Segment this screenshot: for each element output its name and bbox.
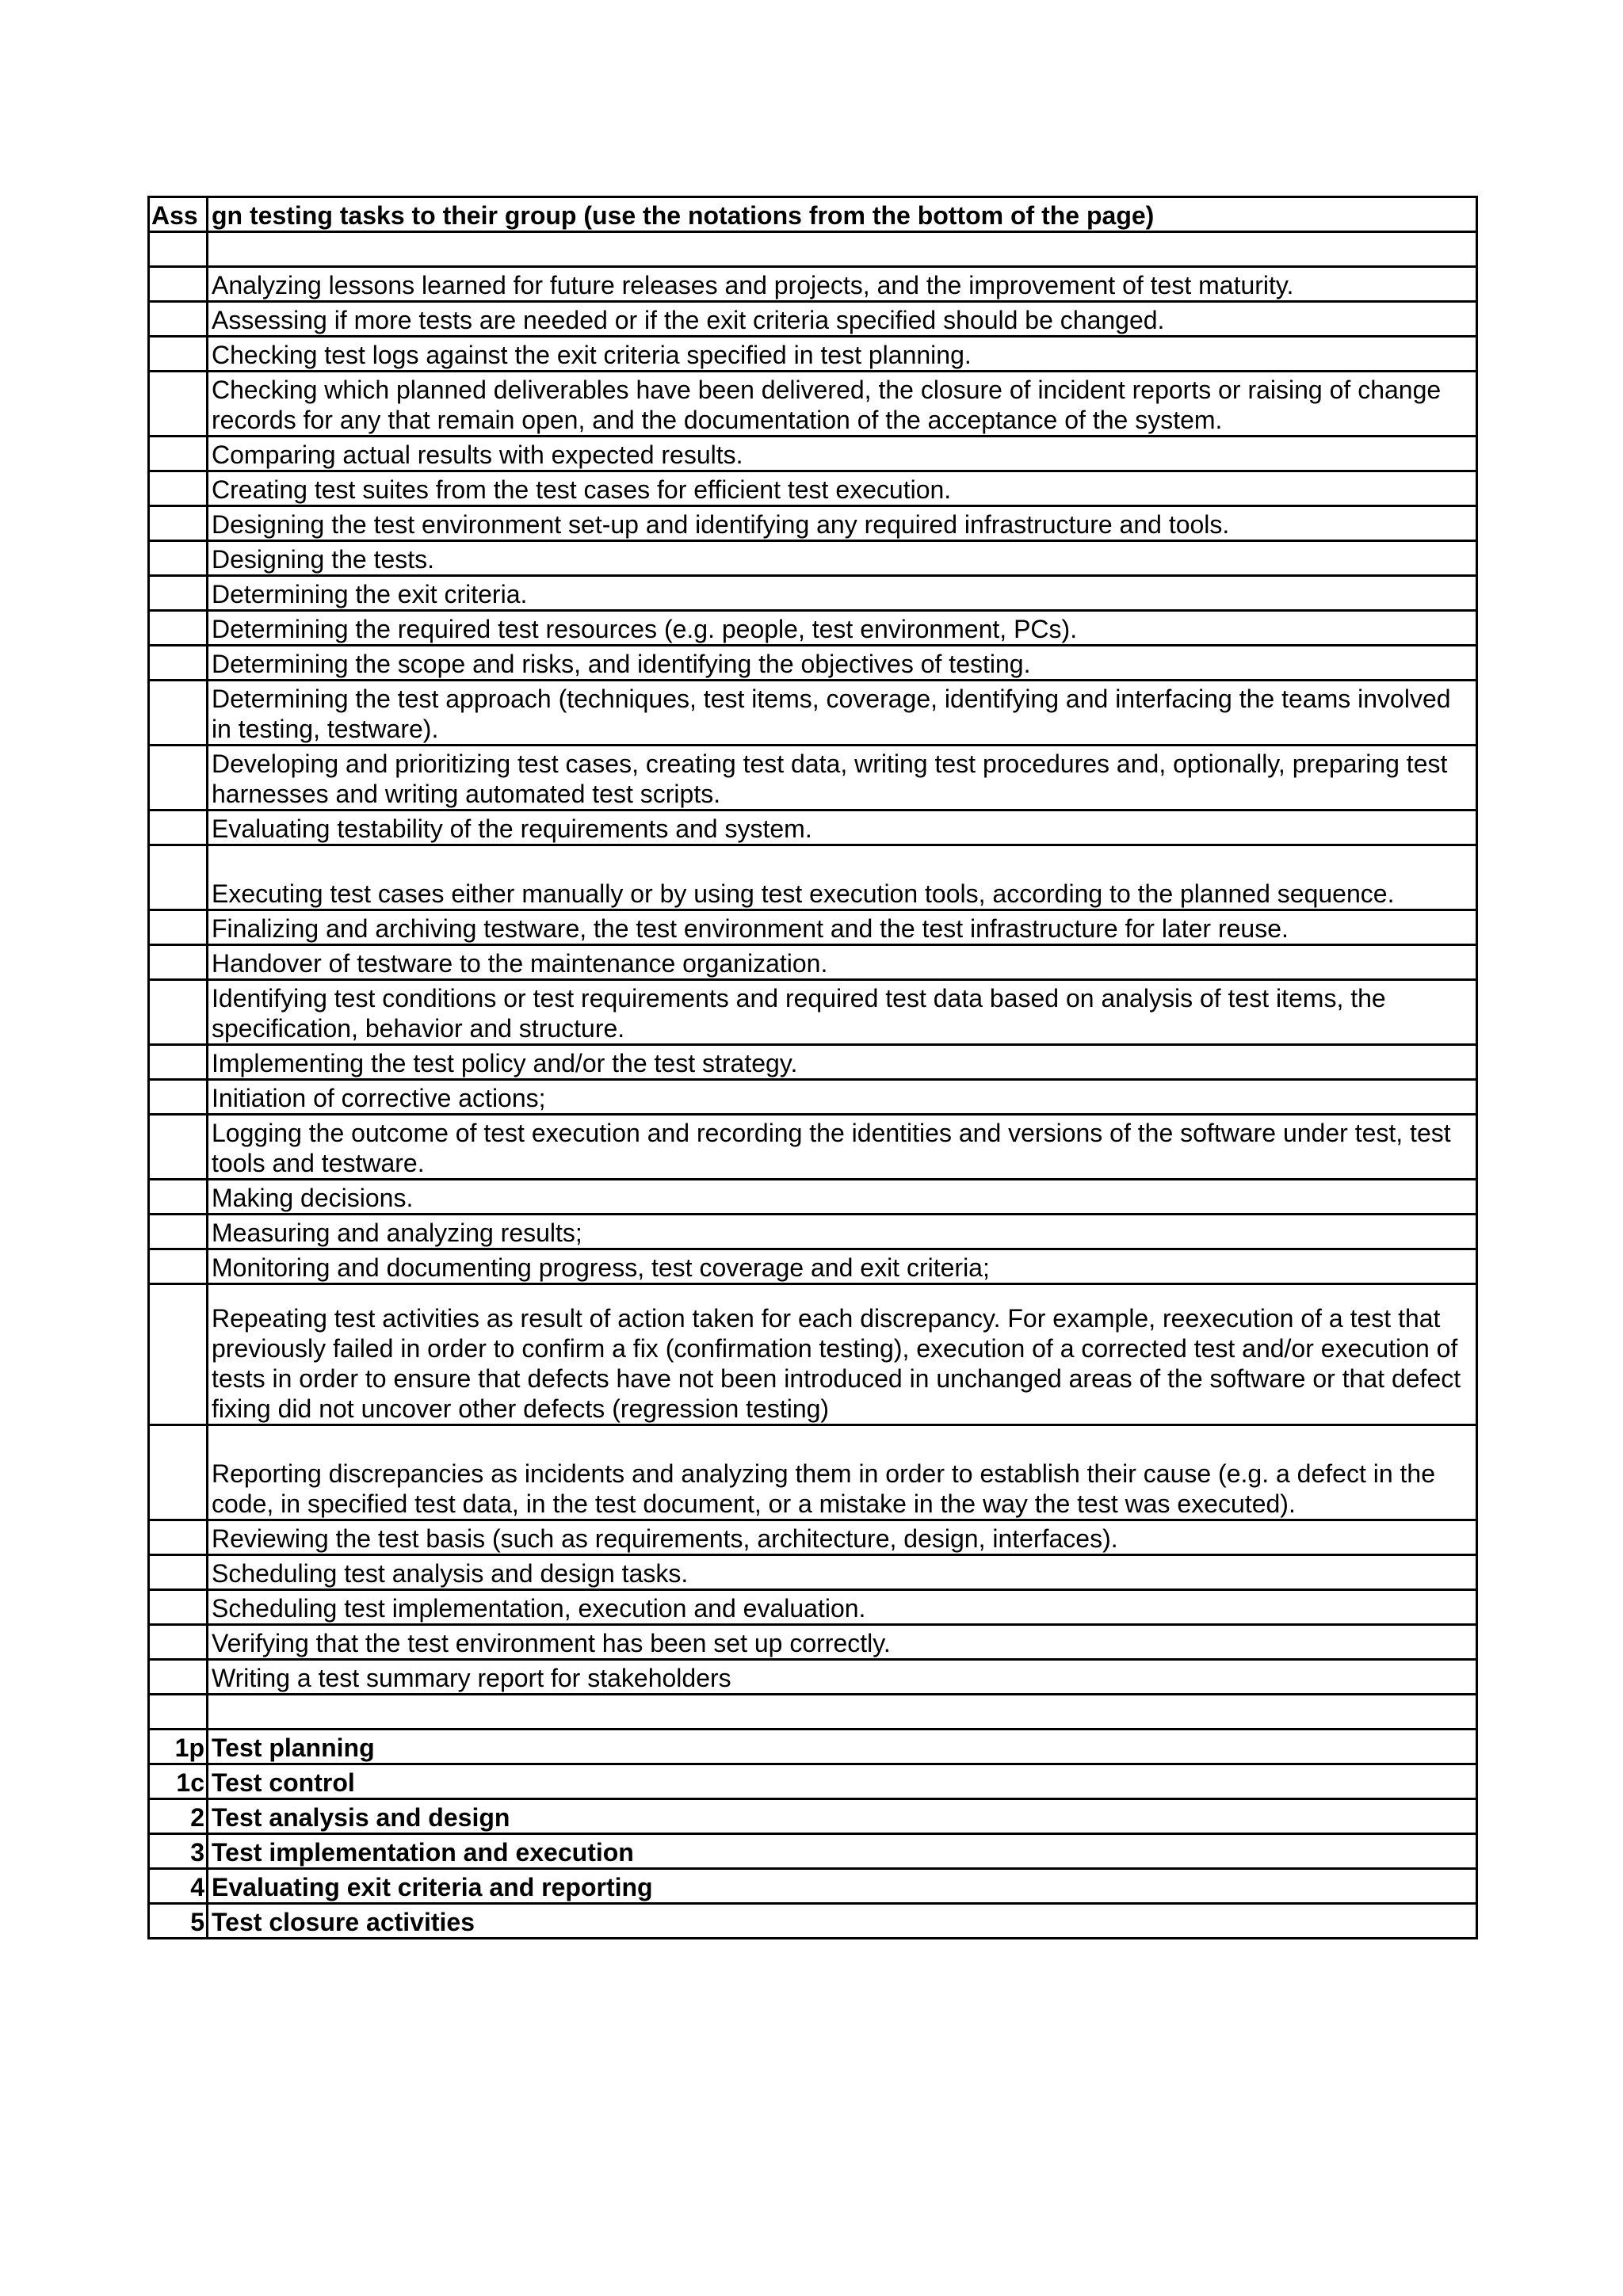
answer-cell[interactable]: [149, 1520, 208, 1555]
answer-cell[interactable]: [149, 1590, 208, 1625]
task-row: [149, 810, 1477, 845]
answer-cell[interactable]: [149, 302, 208, 337]
legend-row: [149, 1764, 1477, 1799]
legend-label: Test analysis and design: [208, 1799, 1477, 1834]
blank-row: [149, 1695, 1477, 1730]
task-row: [149, 910, 1477, 945]
answer-cell[interactable]: [149, 506, 208, 541]
answer-cell[interactable]: [149, 541, 208, 576]
answer-cell[interactable]: [149, 1284, 208, 1425]
answer-cell[interactable]: [149, 681, 208, 746]
legend-code: 2: [149, 1799, 208, 1834]
answer-cell[interactable]: [149, 1180, 208, 1215]
answer-cell[interactable]: [149, 576, 208, 611]
task-cell[interactable]: Reviewing the test basis (such as requirements, architecture, design, interfaces).: [208, 1520, 1477, 1555]
answer-cell[interactable]: [149, 372, 208, 437]
answer-cell[interactable]: [149, 1080, 208, 1115]
task-cell[interactable]: Measuring and analyzing results;: [208, 1215, 1477, 1249]
task-cell[interactable]: Creating test suites from the test cases for efficient test execution.: [208, 471, 1477, 506]
heading-text: gn testing tasks to their group (use the notations from the bottom of the page): [212, 201, 1155, 230]
legend-label: Test planning: [208, 1730, 1477, 1764]
answer-cell[interactable]: [149, 1425, 208, 1520]
legend-label: Evaluating exit criteria and reporting: [208, 1869, 1477, 1904]
task-cell[interactable]: Determining the required test resources (e.g. people, test environment, PCs).: [208, 611, 1477, 646]
task-row: [149, 1249, 1477, 1284]
task-row: [149, 541, 1477, 576]
answer-cell[interactable]: [149, 910, 208, 945]
task-row: [149, 1520, 1477, 1555]
heading-text-cell[interactable]: [208, 197, 1477, 232]
task-row: [149, 945, 1477, 980]
task-cell[interactable]: Writing a test summary report for stakeholders: [208, 1660, 1477, 1695]
task-cell[interactable]: Determining the test approach (techniques, test items, coverage, identifying and interfacing the teams involved in testing, testware).: [208, 681, 1477, 746]
task-row: [149, 1215, 1477, 1249]
task-cell[interactable]: Comparing actual results with expected results.: [208, 437, 1477, 471]
task-cell[interactable]: Finalizing and archiving testware, the test environment and the test infrastructure for later reuse.: [208, 910, 1477, 945]
answer-cell[interactable]: [149, 945, 208, 980]
task-row: [149, 267, 1477, 302]
task-cell[interactable]: Implementing the test policy and/or the test strategy.: [208, 1045, 1477, 1080]
task-cell[interactable]: Designing the tests.: [208, 541, 1477, 576]
legend-row: [149, 1869, 1477, 1904]
answer-cell[interactable]: [149, 1215, 208, 1249]
task-cell[interactable]: Scheduling test analysis and design tasks.: [208, 1555, 1477, 1590]
task-row: [149, 681, 1477, 746]
task-cell[interactable]: Executing test cases either manually or by using test execution tools, according to the planned sequence.: [208, 845, 1477, 910]
answer-cell[interactable]: [149, 845, 208, 910]
answer-cell[interactable]: [149, 1249, 208, 1284]
legend-row: [149, 1834, 1477, 1869]
task-row: [149, 1180, 1477, 1215]
task-row: [149, 337, 1477, 372]
heading-code-text: Ass: [151, 201, 198, 230]
legend-code: 5: [149, 1904, 208, 1939]
task-row: [149, 576, 1477, 611]
answer-cell[interactable]: [149, 267, 208, 302]
task-row: [149, 611, 1477, 646]
task-cell[interactable]: Monitoring and documenting progress, test coverage and exit criteria;: [208, 1249, 1477, 1284]
task-assignment-sheet: [147, 196, 1478, 1939]
task-cell[interactable]: Assessing if more tests are needed or if the exit criteria specified should be changed.: [208, 302, 1477, 337]
task-cell[interactable]: Evaluating testability of the requirements and system.: [208, 810, 1477, 845]
answer-cell[interactable]: [149, 1555, 208, 1590]
task-cell[interactable]: Developing and prioritizing test cases, creating test data, writing test procedures and, optionally, preparing test harnesses and writing automated test scripts.: [208, 746, 1477, 810]
answer-cell[interactable]: [149, 1660, 208, 1695]
task-row: [149, 372, 1477, 437]
task-cell[interactable]: [208, 1695, 1477, 1730]
legend-label: Test closure activities: [208, 1904, 1477, 1939]
answer-cell[interactable]: [149, 611, 208, 646]
answer-cell[interactable]: [149, 980, 208, 1045]
answer-cell[interactable]: [149, 810, 208, 845]
task-row: [149, 1590, 1477, 1625]
answer-cell[interactable]: [149, 646, 208, 681]
task-row: [149, 302, 1477, 337]
answer-cell[interactable]: [149, 1695, 208, 1730]
task-row: [149, 437, 1477, 471]
answer-cell[interactable]: [149, 471, 208, 506]
answer-cell[interactable]: [149, 1115, 208, 1180]
task-cell[interactable]: Determining the exit criteria.: [208, 576, 1477, 611]
task-row: [149, 746, 1477, 810]
task-cell[interactable]: Initiation of corrective actions;: [208, 1080, 1477, 1115]
legend-label: Test implementation and execution: [208, 1834, 1477, 1869]
answer-cell[interactable]: [149, 1625, 208, 1660]
task-cell[interactable]: Verifying that the test environment has been set up correctly.: [208, 1625, 1477, 1660]
legend-row: [149, 1904, 1477, 1939]
task-row: [149, 1284, 1477, 1425]
task-cell[interactable]: Reporting discrepancies as incidents and analyzing them in order to establish their cause (e.g. a defect in the code, in specified test data, in the test document, or a mistake in the way the test was executed).: [208, 1425, 1477, 1520]
task-cell[interactable]: Designing the test environment set-up and identifying any required infrastructure and tools.: [208, 506, 1477, 541]
task-row: [149, 1660, 1477, 1695]
legend-code: 4: [149, 1869, 208, 1904]
task-row: [149, 1080, 1477, 1115]
task-cell[interactable]: Determining the scope and risks, and identifying the objectives of testing.: [208, 646, 1477, 681]
blank-row: [149, 232, 1477, 267]
answer-cell[interactable]: [149, 746, 208, 810]
task-row: [149, 1115, 1477, 1180]
legend-row: [149, 1799, 1477, 1834]
legend-code: 1p: [149, 1730, 208, 1764]
legend-code: 1c: [149, 1764, 208, 1799]
legend-code: 3: [149, 1834, 208, 1869]
task-cell[interactable]: Handover of testware to the maintenance organization.: [208, 945, 1477, 980]
answer-cell[interactable]: [149, 1045, 208, 1080]
task-row: [149, 1045, 1477, 1080]
legend-label: Test control: [208, 1764, 1477, 1799]
task-cell[interactable]: Repeating test activities as result of action taken for each discrepancy. For example, reexecution of a test that previously failed in order to confirm a fix (confirmation testing), execution of a corrected test and/or execution of tests in order to ensure that defects have not been introduced in unchanged areas of the software or that defect fixing did not uncover other defects (regression testing): [208, 1284, 1477, 1425]
task-row: [149, 1425, 1477, 1520]
task-cell[interactable]: Checking which planned deliverables have been delivered, the closure of incident reports or raising of change records for any that remain open, and the documentation of the acceptance of the system.: [208, 372, 1477, 437]
task-row: [149, 506, 1477, 541]
task-row: [149, 471, 1477, 506]
legend-row: [149, 1730, 1477, 1764]
answer-cell[interactable]: [149, 337, 208, 372]
task-row: [149, 845, 1477, 910]
heading-row: [149, 197, 1477, 232]
task-row: [149, 646, 1477, 681]
task-cell[interactable]: Logging the outcome of test execution and recording the identities and versions of the software under test, test tools and testware.: [208, 1115, 1477, 1180]
task-cell[interactable]: Making decisions.: [208, 1180, 1477, 1215]
answer-cell[interactable]: [149, 437, 208, 471]
task-cell[interactable]: Identifying test conditions or test requirements and required test data based on analysis of test items, the specification, behavior and structure.: [208, 980, 1477, 1045]
task-cell[interactable]: Analyzing lessons learned for future releases and projects, and the improvement of test maturity.: [208, 267, 1477, 302]
task-row: [149, 1555, 1477, 1590]
answer-cell[interactable]: [149, 232, 208, 267]
heading-code-cell[interactable]: [149, 197, 208, 232]
task-row: [149, 980, 1477, 1045]
task-row: [149, 1625, 1477, 1660]
task-cell[interactable]: [208, 232, 1477, 267]
task-cell[interactable]: Checking test logs against the exit criteria specified in test planning.: [208, 337, 1477, 372]
task-cell[interactable]: Scheduling test implementation, execution and evaluation.: [208, 1590, 1477, 1625]
